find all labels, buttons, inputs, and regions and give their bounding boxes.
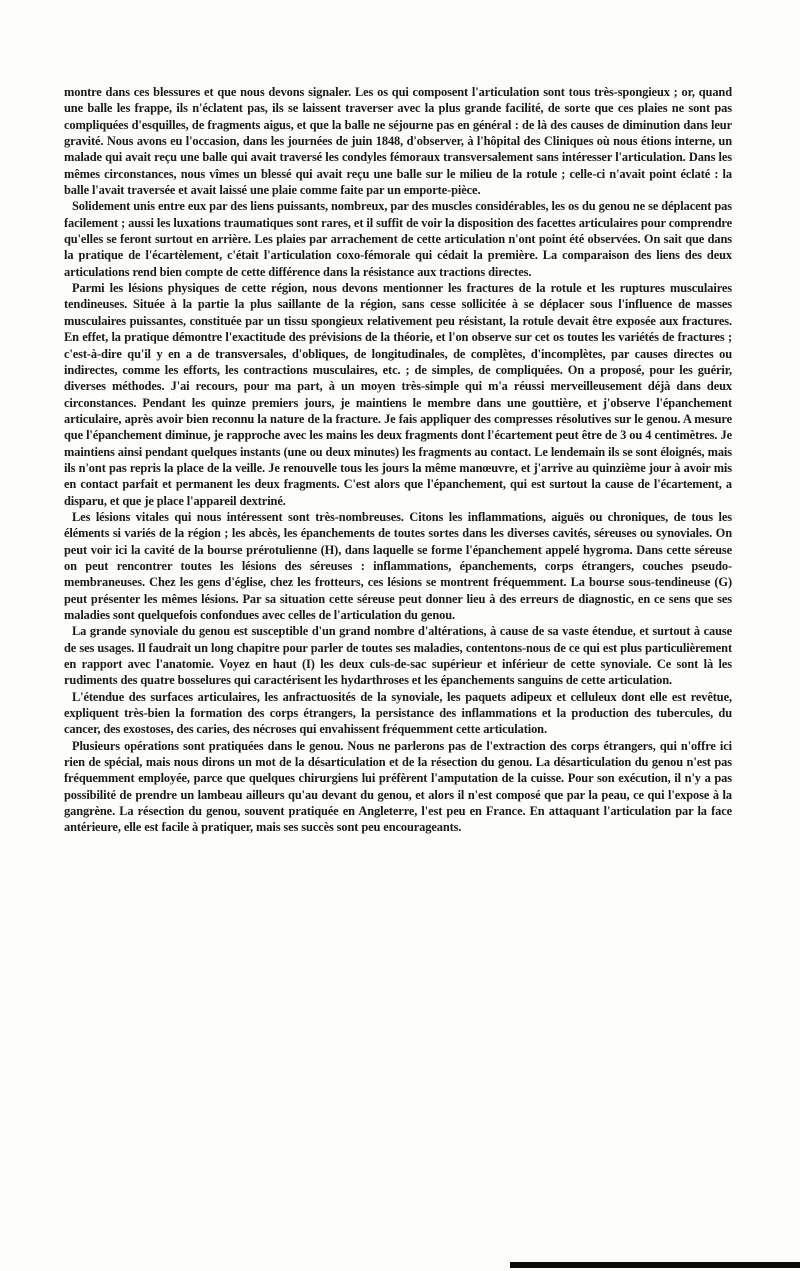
body-text xyxy=(64,84,732,836)
paragraph-patella-fractures: Parmi les lésions physiques de cette région, nous devons mentionner les fractures de la rotule et les ruptures musculaires tendineuses. Située à la partie la plus saillante de la région, sans cesse sollicitée à se déplacer sous l'influence de masses musculaires puissantes, constituée par un tissu spongieux relativement peu résistant, la rotule devait être exposée aux fractures. En effet, la pratique démontre l'exactitude des prévisions de la théorie, et l'on observe sur cet os toutes les variétés de fractures ; c'est-à-dire qu'il y en a de transversales, d'obliques, de longitudinales, de complètes, d'incomplètes, par causes directes ou indirectes, comme les efforts, les contractions musculaires, etc. ; de simples, de compliquées. On a proposé, pour les guérir, diverses méthodes. J'ai recours, pour ma part, à un moyen très-simple qui m'a réussi merveilleusement déjà dans deux circonstances. Pendant les quinze premiers jours, je maintiens le membre dans une gouttière, et j'observe l'épanchement articulaire, après avoir bien reconnu la nature de la fracture. Je fais appliquer des compresses résolutives sur le genou. A mesure que l'épanchement diminue, je rapproche avec les mains les deux fragments dont l'écartement peut être de 3 ou 4 centimètres. Je maintiens ainsi pendant quelques instants (une ou deux minutes) les fragments au contact. Le lendemain ils se sont éloignés, mais ils n'ont pas repris la place de la veille. Je renouvelle tous les jours la même manœuvre, et j'arrive au quinzième jour à avoir mis en contact parfait et permanent les deux fragments. C'est alors que l'épanchement, qui est surtout la cause de l'écartement, a disparu, et que je place l'appareil dextriné. xyxy=(64,281,732,508)
paragraph-synovial: La grande synoviale du genou est susceptible d'un grand nombre d'altérations, à cause de sa vaste étendue, et surtout à cause de ses usages. Il faudrait un long chapitre pour parler de toutes ses maladies, contentons-nous de ce qui est plus particulièrement en rapport avec l'anatomie. Voyez en haut (I) les deux culs-de-sac supérieur et inférieur de cette synoviale. Ce sont là les rudiments des quatre bosselures qui caractérisent les hydarthroses et les épanchements sanguins de cette articulation. xyxy=(64,624,732,688)
paragraph-articular-surfaces: L'étendue des surfaces articulaires, les anfractuosités de la synoviale, les paquets adipeux et celluleux dont elle est revêtue, expliquent très-bien la formation des corps étrangers, la persistance des inflammations et la production des tubercules, du cancer, des exostoses, des caries, des nécroses qui envahissent fréquemment cette articulation. xyxy=(64,689,732,737)
paragraph-knee-wounds: montre dans ces blessures et que nous devons signaler. Les os qui composent l'articulation sont tous très-spongieux ; or, quand une balle les frappe, ils n'éclatent pas, ils se laissent traverser avec la plus grande facilité, de sorte que ces plaies ne sont pas compliquées d'esquilles, de fragments aigus, et que la balle ne séjourne pas en général : de là des causes de diminution dans leur gravité. Nous avons eu l'occasion, dans les journées de juin 1848, d'observer, à l'hôpital des Cliniques où nous étions interne, un malade qui avait reçu une balle qui avait traversé les condyles fémoraux transversalement sans intéresser l'articulation. Dans les mêmes circonstances, nous vîmes un blessé qui avait reçu une balle sur le milieu de la rotule ; celle-ci n'avait point éclaté : la balle l'avait traversée et avait laissé une plaie comme faite par un emporte-pièce. xyxy=(64,85,732,198)
paragraph-operations: Plusieurs opérations sont pratiquées dans le genou. Nous ne parlerons pas de l'extraction des corps étrangers, qui n'offre ici rien de spécial, mais nous dirons un mot de la désarticulation et de la résection du genou. La désarticulation du genou n'est pas fréquemment employée, parce que quelques chirurgiens lui préfèrent l'amputation de la cuisse. Pour son exécution, il n'y a pas possibilité de prendre un lambeau ailleurs qu'au devant du genou, et alors il n'est composé que par la peau, ce qui l'expose à la gangrène. La résection du genou, souvent pratiquée en Angleterre, l'est peu en France. En attaquant l'articulation par la face antérieure, elle est facile à pratiquer, mais ses succès sont peu encourageants. xyxy=(64,738,732,835)
paragraph-vital-lesions: Les lésions vitales qui nous intéressent sont très-nombreuses. Citons les inflammations, aiguës ou chroniques, de tous les éléments si variés de la région ; les abcès, les épanchements de toutes sortes dans les diverses cavités, séreuses ou synoviales. On peut voir ici la cavité de la bourse prérotulienne (H), dans laquelle se forme l'épanchement appelé hygroma. Dans cette séreuse on peut rencontrer toutes les lésions des séreuses : inflammations, épanchements, corps étrangers, couches pseudo-membraneuses. Chez les gens d'église, chez les frotteurs, ces lésions se montrent fréquemment. La bourse sous-tendineuse (G) peut présenter les mêmes lésions. Par sa situation cette séreuse peut donner lieu à des erreurs de diagnostic, en ce sens que ses maladies sont quelquefois confondues avec celles de l'articulation du genou. xyxy=(64,509,732,622)
page-bottom-rule xyxy=(510,1262,800,1268)
paragraph-luxations: Solidement unis entre eux par des liens puissants, nombreux, par des muscles considérables, les os du genou ne se déplacent pas facilement ; aussi les luxations traumatiques sont rares, et il suffit de voir la disposition des facettes articulaires pour comprendre qu'elles se feront surtout en arrière. Les plaies par arrachement de cette articulation n'ont point été observées. On sait que dans la pratique de l'écartèlement, c'était l'articulation coxo-fémorale qui cédait la première. La comparaison des liens des deux articulations rend bien compte de cette différence dans la résistance aux tractions directes. xyxy=(64,199,732,279)
